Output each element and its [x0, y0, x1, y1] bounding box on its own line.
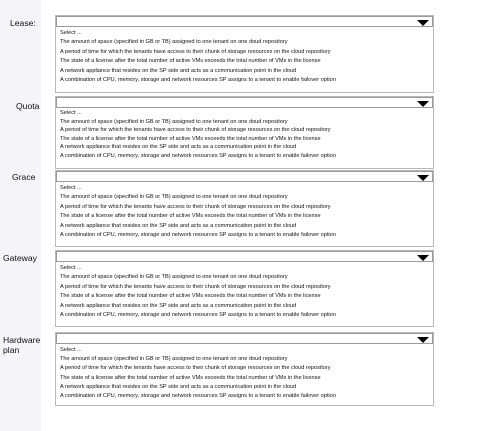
- quota-options-list: [60, 109, 429, 161]
- grace-dropdown[interactable]: [55, 170, 434, 247]
- gateway-label: Gateway: [3, 253, 37, 263]
- grace-options-list: [60, 184, 429, 240]
- option-quota-def[interactable]: The amount of space (specified in GB or TB) assigned to one tenant on one doud repository: [60, 356, 288, 363]
- triangle-down-icon: [417, 101, 429, 107]
- hardware-plan-label-line1: Hardware: [3, 335, 41, 345]
- option-hardware-plan-def[interactable]: A combination of CPU, memory, storage and network resources SP assigns to a tenant to enable failover option: [60, 77, 336, 84]
- lease-options-list: [60, 29, 429, 85]
- lease-label: Lease:: [10, 18, 36, 28]
- lease-dropdown[interactable]: [55, 15, 434, 93]
- option-hardware-plan-def[interactable]: A combination of CPU, memory, storage and network resources SP assigns to a tenant to enable failover option: [60, 152, 336, 159]
- hardware-plan-dropdown-arrow[interactable]: [414, 334, 432, 345]
- option-grace-def[interactable]: The state of a license after the total number of active VMs exceeds the total number of VMs in the license: [60, 213, 321, 220]
- option-gateway-def[interactable]: A network appliance that resides on the SP side and acts as a communication point in the cloud: [60, 144, 297, 151]
- triangle-down-icon: [417, 337, 429, 343]
- hardware-plan-dropdown[interactable]: [55, 332, 434, 406]
- hardware-plan-options-list: [60, 346, 429, 401]
- option-lease-def[interactable]: A period of time for which the tenants have access to their chunk of storage resources on the cloud repository: [60, 365, 331, 372]
- triangle-down-icon: [417, 175, 429, 181]
- option-select[interactable]: Select ...: [60, 185, 82, 191]
- option-lease-def[interactable]: A period of time for which the tenants have access to their chunk of storage resources on the cloud repository: [60, 48, 331, 55]
- left-margin-strip: [0, 0, 41, 431]
- option-hardware-plan-def[interactable]: A combination of CPU, memory, storage and network resources SP assigns to a tenant to enable failover option: [60, 232, 336, 239]
- quota-dropdown-arrow[interactable]: [414, 98, 432, 109]
- gateway-dropdown[interactable]: [55, 250, 434, 327]
- grace-dropdown-arrow[interactable]: [414, 172, 432, 183]
- quota-dropdown[interactable]: [55, 96, 434, 169]
- option-lease-def[interactable]: A period of time for which the tenants have access to their chunk of storage resources on the cloud repository: [60, 283, 331, 290]
- gateway-options-list: [60, 264, 429, 320]
- option-grace-def[interactable]: The state of a license after the total number of active VMs exceeds the total number of VMs in the license: [60, 135, 321, 142]
- option-hardware-plan-def[interactable]: A combination of CPU, memory, storage and network resources SP assigns to a tenant to enable failover option: [60, 312, 336, 319]
- option-gateway-def[interactable]: A network appliance that resides on the SP side and acts as a communication point in the cloud: [60, 383, 297, 390]
- triangle-down-icon: [417, 20, 429, 26]
- lease-dropdown-arrow[interactable]: [414, 17, 432, 28]
- option-grace-def[interactable]: The state of a license after the total number of active VMs exceeds the total number of VMs in the license: [60, 58, 321, 65]
- option-select[interactable]: Select ...: [60, 265, 82, 271]
- grace-select-box[interactable]: [56, 171, 433, 182]
- quota-label: Quota: [16, 101, 40, 111]
- option-grace-def[interactable]: The state of a license after the total number of active VMs exceeds the total number of VMs in the license: [60, 374, 321, 381]
- option-select[interactable]: Select ...: [60, 110, 82, 116]
- option-select[interactable]: Select ...: [60, 30, 82, 36]
- option-gateway-def[interactable]: A network appliance that resides on the SP side and acts as a communication point in the cloud: [60, 222, 297, 229]
- option-select[interactable]: Select ...: [60, 347, 82, 353]
- option-quota-def[interactable]: The amount of space (specified in GB or TB) assigned to one tenant on one doud repository: [60, 274, 288, 281]
- option-lease-def[interactable]: A period of time for which the tenants have access to their chunk of storage resources on the cloud repository: [60, 127, 331, 134]
- option-hardware-plan-def[interactable]: A combination of CPU, memory, storage and network resources SP assigns to a tenant to enable failover option: [60, 393, 336, 400]
- hardware-plan-select-box[interactable]: [56, 333, 433, 344]
- lease-select-box[interactable]: [56, 16, 433, 27]
- gateway-select-box[interactable]: [56, 251, 433, 262]
- option-lease-def[interactable]: A period of time for which the tenants have access to their chunk of storage resources on the cloud repository: [60, 203, 331, 210]
- gateway-dropdown-arrow[interactable]: [414, 252, 432, 263]
- hardware-plan-label-line2: plan: [3, 345, 20, 355]
- grace-label: Grace: [12, 172, 36, 182]
- option-quota-def[interactable]: The amount of space (specified in GB or TB) assigned to one tenant on one doud repository: [60, 39, 288, 46]
- option-gateway-def[interactable]: A network appliance that resides on the SP side and acts as a communication point in the cloud: [60, 302, 297, 309]
- option-quota-def[interactable]: The amount of space (specified in GB or TB) assigned to one tenant on one doud repository: [60, 194, 288, 201]
- option-grace-def[interactable]: The state of a license after the total number of active VMs exceeds the total number of VMs in the license: [60, 293, 321, 300]
- option-gateway-def[interactable]: A network appliance that resides on the SP side and acts as a communication point in the cloud: [60, 67, 297, 74]
- quota-select-box[interactable]: [56, 97, 433, 108]
- option-quota-def[interactable]: The amount of space (specified in GB or TB) assigned to one tenant on one doud repository: [60, 118, 288, 125]
- triangle-down-icon: [417, 255, 429, 261]
